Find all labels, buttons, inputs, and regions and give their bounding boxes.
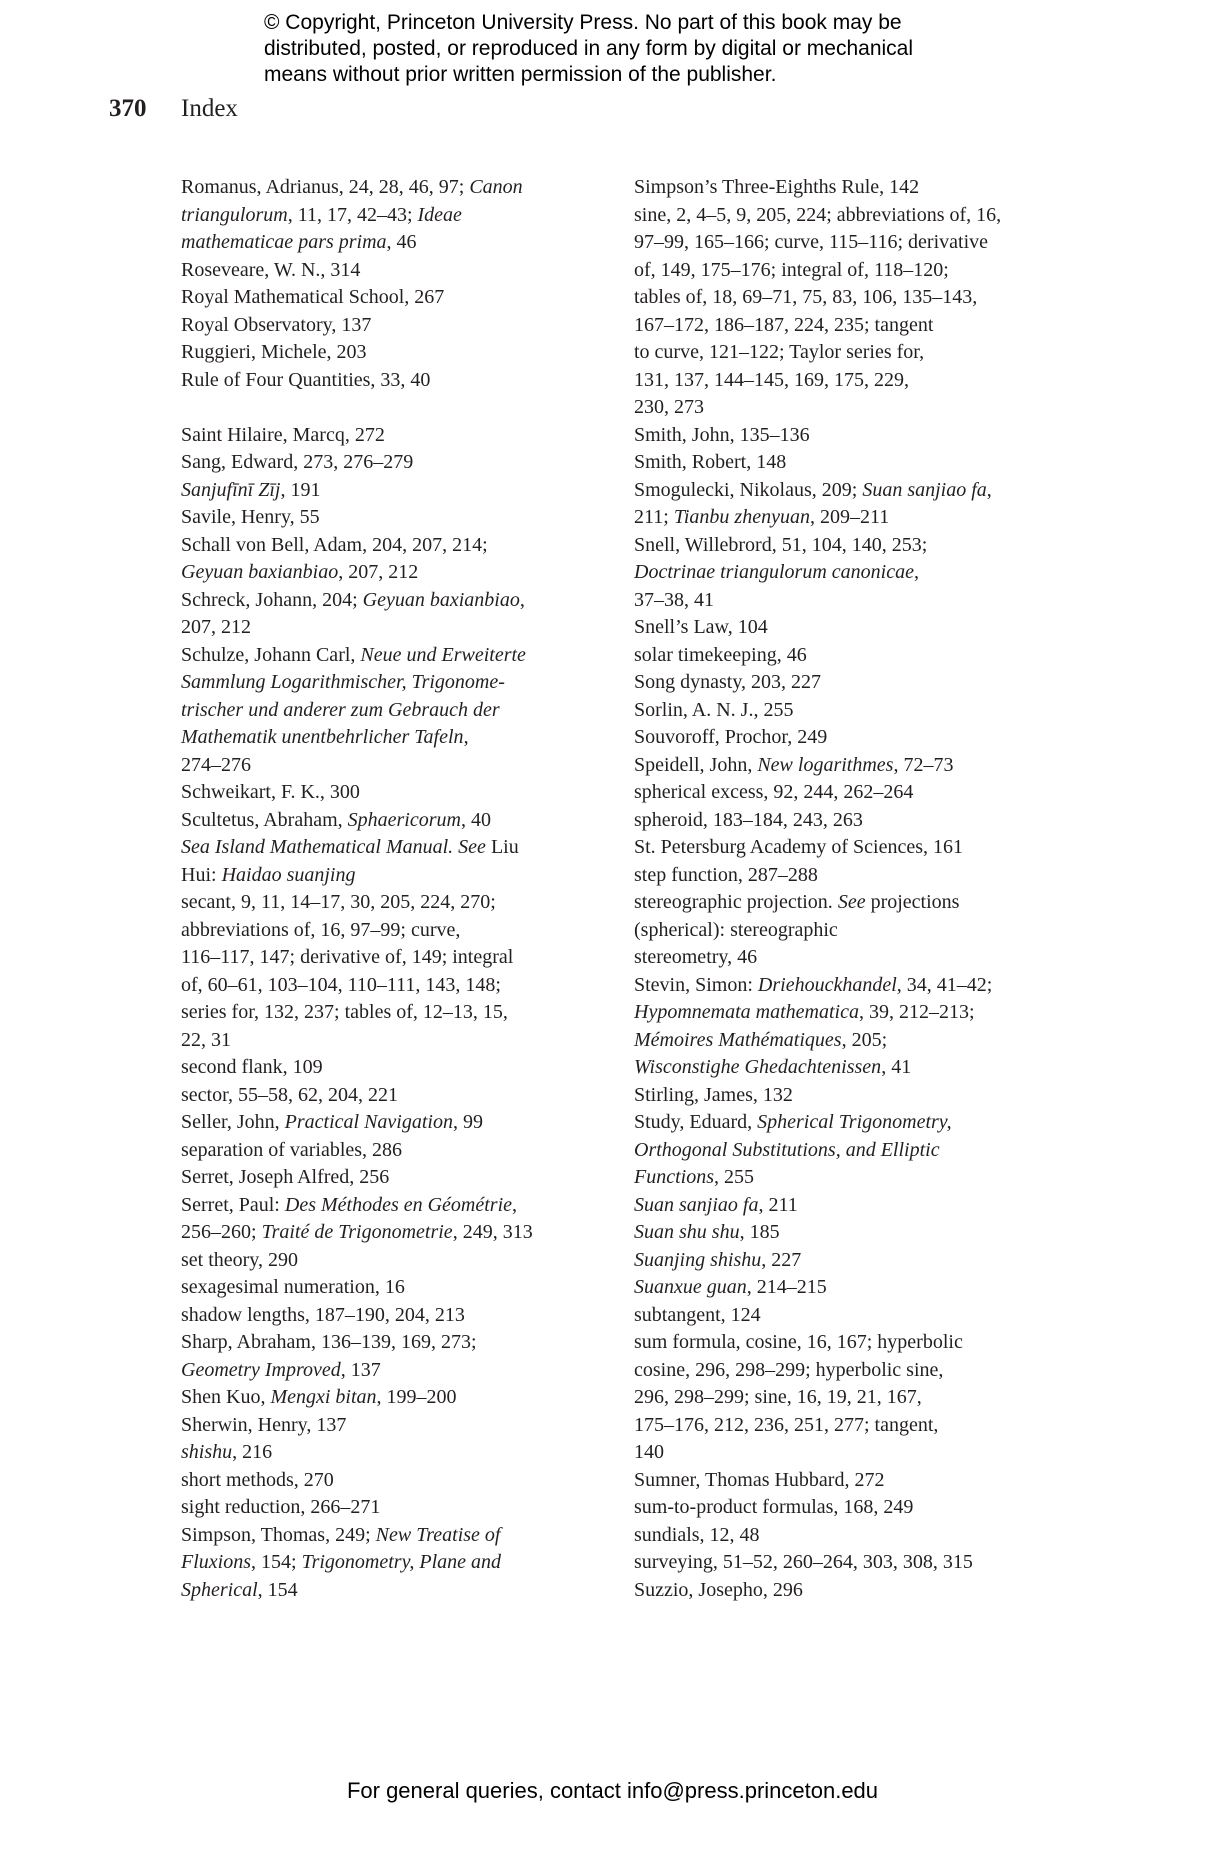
index-entry-line: Fluxions, 154; Trigonometry, Plane and — [181, 1551, 502, 1573]
index-entry — [634, 752, 1074, 780]
index-entry-line: Hypomnemata mathematica, 39, 212–213; — [634, 1001, 975, 1023]
index-entry — [181, 1247, 621, 1275]
index-entry-line: Suanxue guan, 214–215 — [634, 1276, 827, 1298]
index-entry-line: sexagesimal numeration, 16 — [181, 1276, 405, 1298]
index-entry — [181, 834, 621, 889]
index-entry-line: Sharp, Abraham, 136–139, 169, 273; — [181, 1331, 477, 1353]
index-entry — [634, 1522, 1074, 1550]
index-entry-line: 140 — [634, 1441, 664, 1463]
index-entry — [181, 807, 621, 835]
index-entry — [181, 1494, 621, 1522]
copyright-line: means without prior written permission of the publisher. — [264, 63, 777, 86]
index-entry-line: abbreviations of, 16, 97–99; curve, — [181, 918, 461, 941]
index-entry — [181, 257, 621, 285]
index-entry-line: spheroid, 183–184, 243, 263 — [634, 808, 863, 831]
running-head: Index — [181, 95, 238, 122]
index-entry-line: Sammlung Logarithmischer, Trigonome- — [181, 671, 505, 693]
index-entry — [634, 614, 1074, 642]
index-entry-line: second flank, 109 — [181, 1056, 323, 1078]
index-entry-line: Schall von Bell, Adam, 204, 207, 214; — [181, 533, 488, 556]
index-entry — [634, 807, 1074, 835]
index-entry-line: sight reduction, 266–271 — [181, 1496, 381, 1518]
index-entry-line: stereographic projection. See projections — [634, 891, 960, 913]
index-entry-line: Roseveare, W. N., 314 — [181, 258, 361, 281]
page-number: 370 — [109, 95, 147, 122]
index-entry-line: Simpson’s Three-Eighths Rule, 142 — [634, 176, 920, 198]
index-entry — [634, 1467, 1074, 1495]
index-entry — [634, 1329, 1074, 1467]
index-entry — [181, 1082, 621, 1110]
index-entry-line: Royal Observatory, 137 — [181, 313, 372, 336]
index-entry — [181, 1192, 621, 1247]
index-entry-line: 37–38, 41 — [634, 588, 714, 611]
index-entry — [181, 1522, 621, 1605]
index-entry-line: sine, 2, 4–5, 9, 205, 224; abbreviations of, 16, — [634, 203, 1002, 226]
index-entry-line: Geyuan baxianbiao, 207, 212 — [181, 561, 419, 583]
index-entry-line: of, 60–61, 103–104, 110–111, 143, 148; — [181, 973, 501, 996]
index-entry-line: 175–176, 212, 236, 251, 277; tangent, — [634, 1413, 939, 1436]
index-entry — [634, 944, 1074, 972]
index-entry-line: Shen Kuo, Mengxi bitan, 199–200 — [181, 1386, 457, 1408]
index-entry-line: Suzzio, Josepho, 296 — [634, 1578, 803, 1601]
index-entry-line: Snell, Willebrord, 51, 104, 140, 253; — [634, 533, 928, 556]
index-entry-line: short methods, 270 — [181, 1468, 334, 1491]
index-entry — [181, 1109, 621, 1137]
index-entry — [634, 1082, 1074, 1110]
index-entry-line: Sanjufīnī Zīj, 191 — [181, 478, 321, 501]
index-entry — [181, 532, 621, 587]
index-entry — [634, 1302, 1074, 1330]
index-entry-line: Sang, Edward, 273, 276–279 — [181, 451, 414, 473]
copyright-line: distributed, posted, or reproduced in any form by digital or mechanical — [264, 37, 914, 60]
index-entry-line: Geometry Improved, 137 — [181, 1358, 381, 1381]
index-entry-line: Sumner, Thomas Hubbard, 272 — [634, 1468, 885, 1491]
index-entry-line: Serret, Paul: Des Méthodes en Géométrie, — [181, 1193, 518, 1216]
index-entry-line: 256–260; Traité de Trigonometrie, 249, 313 — [181, 1221, 533, 1243]
index-entry — [634, 449, 1074, 477]
index-entry-line: 22, 31 — [181, 1028, 231, 1051]
index-entry-line: Speidell, John, New logarithmes, 72–73 — [634, 753, 954, 776]
index-column-left — [181, 174, 621, 1604]
index-entry — [181, 1164, 621, 1192]
index-entry — [634, 1219, 1074, 1247]
index-entry-line: Sorlin, A. N. J., 255 — [634, 698, 794, 721]
index-entry-line: Simpson, Thomas, 249; New Treatise of — [181, 1523, 501, 1546]
index-entry — [181, 449, 621, 477]
index-entry-line: Wisconstighe Ghedachtenissen, 41 — [634, 1056, 912, 1078]
index-entry-line: 131, 137, 144–145, 169, 175, 229, — [634, 368, 909, 391]
index-entry-line: of, 149, 175–176; integral of, 118–120; — [634, 258, 949, 281]
index-entry — [634, 1192, 1074, 1220]
index-entry — [181, 504, 621, 532]
index-entry — [181, 642, 621, 780]
index-entry — [634, 1274, 1074, 1302]
index-entry-line: Sea Island Mathematical Manual. See Liu — [181, 836, 519, 858]
index-entry-line: to curve, 121–122; Taylor series for, — [634, 341, 925, 363]
index-entry-line: Song dynasty, 203, 227 — [634, 671, 822, 693]
index-entry-line: Suan sanjiao fa, 211 — [634, 1193, 798, 1216]
index-entry — [181, 1054, 621, 1082]
index-entry-line: series for, 132, 237; tables of, 12–13, 15, — [181, 1001, 508, 1023]
index-entry — [181, 367, 621, 395]
index-entry — [181, 1274, 621, 1302]
index-entry — [181, 779, 621, 807]
index-entry — [181, 339, 621, 367]
index-entry-line: (spherical): stereographic — [634, 918, 838, 941]
index-entry — [181, 284, 621, 312]
index-entry-line: Spherical, 154 — [181, 1578, 298, 1601]
index-entry-line: step function, 287–288 — [634, 863, 818, 886]
index-entry-line: subtangent, 124 — [634, 1303, 761, 1326]
index-entry — [634, 202, 1074, 422]
index-entry — [634, 889, 1074, 944]
index-entry-line: Schulze, Johann Carl, Neue und Erweiterte — [181, 643, 526, 666]
copyright-line: © Copyright, Princeton University Press. No part of this book may be — [264, 11, 902, 34]
index-entry-line: Rule of Four Quantities, 33, 40 — [181, 368, 431, 391]
index-entry-line: Smogulecki, Nikolaus, 209; Suan sanjiao fa, — [634, 478, 992, 501]
index-entry — [634, 1494, 1074, 1522]
index-entry-line: Doctrinae triangulorum canonicae, — [634, 561, 919, 583]
copyright-notice — [264, 10, 1024, 88]
index-entry — [634, 532, 1074, 615]
index-entry-line: Savile, Henry, 55 — [181, 506, 320, 528]
index-entry — [181, 1412, 621, 1440]
index-entry-line: triangulorum, 11, 17, 42–43; Ideae — [181, 203, 462, 226]
index-entry-line: sundials, 12, 48 — [634, 1523, 760, 1546]
index-entry-line: sum formula, cosine, 16, 167; hyperbolic — [634, 1331, 963, 1353]
index-entry-line: 167–172, 186–187, 224, 235; tangent — [634, 313, 934, 336]
index-entry — [634, 724, 1074, 752]
index-entry-line: spherical excess, 92, 244, 262–264 — [634, 781, 914, 803]
index-column-right — [634, 174, 1074, 1604]
index-entry-line: Functions, 255 — [634, 1166, 754, 1188]
index-entry-line: sum-to-product formulas, 168, 249 — [634, 1496, 914, 1518]
index-entry — [634, 1109, 1074, 1192]
index-entry-line: Smith, John, 135–136 — [634, 423, 810, 446]
index-entry-line: 116–117, 147; derivative of, 149; integral — [181, 946, 514, 968]
index-entry — [634, 862, 1074, 890]
index-entry-line: Ruggieri, Michele, 203 — [181, 341, 367, 363]
index-entry-line: 211; Tianbu zhenyuan, 209–211 — [634, 506, 890, 528]
index-entry-line: Sherwin, Henry, 137 — [181, 1413, 347, 1436]
index-entry — [634, 972, 1074, 1082]
index-entry — [181, 1439, 621, 1467]
index-entry — [634, 779, 1074, 807]
index-entry-line: tables of, 18, 69–71, 75, 83, 106, 135–143, — [634, 286, 978, 308]
index-entry-line: Saint Hilaire, Marcq, 272 — [181, 423, 385, 446]
index-entry — [634, 422, 1074, 450]
index-entry-line: Seller, John, Practical Navigation, 99 — [181, 1111, 483, 1133]
index-entry-line: 274–276 — [181, 753, 251, 776]
index-entry-line: Romanus, Adrianus, 24, 28, 46, 97; Canon — [181, 176, 523, 198]
index-entry-line: set theory, 290 — [181, 1248, 299, 1271]
index-entry-line: shadow lengths, 187–190, 204, 213 — [181, 1303, 465, 1326]
index-entry-line: 296, 298–299; sine, 16, 19, 21, 167, — [634, 1386, 922, 1408]
index-entry — [181, 174, 621, 257]
index-entry-line: Souvoroff, Prochor, 249 — [634, 726, 828, 748]
index-entry — [181, 477, 621, 505]
index-entry-line: Scultetus, Abraham, Sphaericorum, 40 — [181, 808, 491, 831]
index-entry-line: Suan shu shu, 185 — [634, 1221, 780, 1243]
index-entry-line: Mathematik unentbehrlicher Tafeln, — [181, 726, 469, 748]
letter-group-gap — [181, 394, 621, 422]
footer-contact: For general queries, contact info@press.princeton.edu — [346, 1778, 879, 1803]
index-entry-line: stereometry, 46 — [634, 946, 758, 968]
index-entry — [634, 174, 1074, 202]
index-entry-line: Royal Mathematical School, 267 — [181, 286, 445, 308]
index-entry-line: surveying, 51–52, 260–264, 303, 308, 315 — [634, 1551, 973, 1573]
index-entry-line: Mémoires Mathématiques, 205; — [634, 1028, 888, 1051]
index-entry — [634, 1247, 1074, 1275]
index-entry-line: separation of variables, 286 — [181, 1138, 403, 1161]
index-entry-line: Smith, Robert, 148 — [634, 451, 787, 473]
index-entry-line: solar timekeeping, 46 — [634, 643, 807, 666]
index-entry-line: cosine, 296, 298–299; hyperbolic sine, — [634, 1358, 944, 1381]
index-entry — [181, 889, 621, 1054]
index-entry — [181, 1302, 621, 1330]
index-entry-line: 207, 212 — [181, 616, 251, 638]
index-entry-line: secant, 9, 11, 14–17, 30, 205, 224, 270; — [181, 891, 496, 913]
index-entry-line: Snell’s Law, 104 — [634, 616, 768, 638]
index-entry-line: Serret, Joseph Alfred, 256 — [181, 1166, 390, 1188]
index-entry-line: Schreck, Johann, 204; Geyuan baxianbiao, — [181, 588, 525, 611]
index-entry-line: shishu, 216 — [181, 1441, 273, 1463]
index-entry-line: Study, Eduard, Spherical Trigonometry, — [634, 1111, 952, 1133]
index-entry-line: Stirling, James, 132 — [634, 1083, 793, 1106]
index-entry-line: Orthogonal Substitutions, and Elliptic — [634, 1138, 940, 1161]
index-entry — [181, 587, 621, 642]
index-entry — [181, 1137, 621, 1165]
index-entry — [634, 1577, 1074, 1605]
index-entry-line: Schweikart, F. K., 300 — [181, 781, 360, 803]
index-entry — [634, 697, 1074, 725]
index-entry-line: St. Petersburg Academy of Sciences, 161 — [634, 836, 964, 858]
index-entry — [634, 642, 1074, 670]
index-entry — [634, 477, 1074, 532]
index-entry — [634, 669, 1074, 697]
index-entry-line: mathematicae pars prima, 46 — [181, 231, 417, 253]
index-entry — [634, 834, 1074, 862]
index-entry-line: 97–99, 165–166; curve, 115–116; derivative — [634, 231, 989, 253]
index-entry-line: trischer und anderer zum Gebrauch der — [181, 698, 500, 721]
index-entry-line: Hui: Haidao suanjing — [181, 863, 356, 886]
index-entry-line: Suanjing shishu, 227 — [634, 1248, 802, 1271]
index-entry — [634, 1549, 1074, 1577]
index-entry-line: sector, 55–58, 62, 204, 221 — [181, 1083, 398, 1106]
index-entry — [181, 1467, 621, 1495]
index-entry-line: Stevin, Simon: Driehouckhandel, 34, 41–42; — [634, 973, 993, 996]
index-entry — [181, 1329, 621, 1384]
index-entry — [181, 312, 621, 340]
index-entry-line: 230, 273 — [634, 396, 704, 418]
index-entry — [181, 1384, 621, 1412]
index-entry — [181, 422, 621, 450]
